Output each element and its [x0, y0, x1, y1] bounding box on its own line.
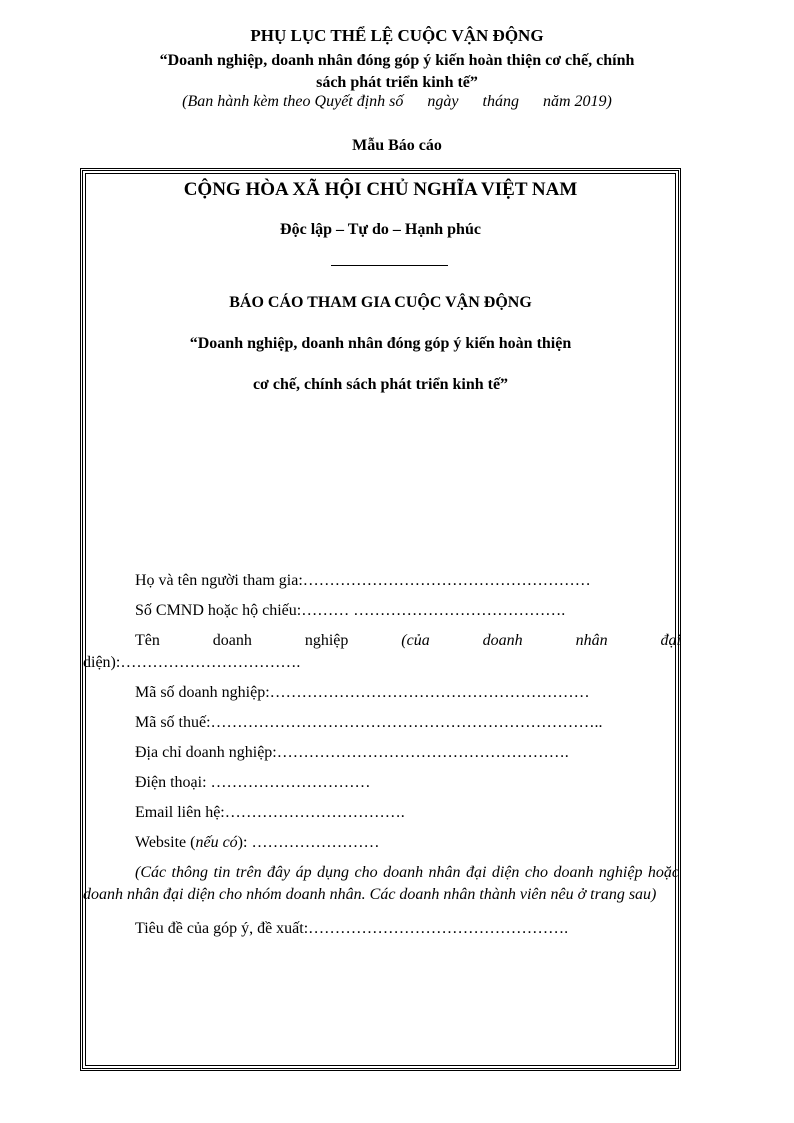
company-word: (của: [401, 632, 430, 649]
website-field[interactable]: [135, 828, 681, 858]
nation-heading: CỘNG HÒA XÃ HỘI CHỦ NGHĨA VIỆT NAM: [183, 179, 578, 200]
campaign-subtitle: “Doanh nghiệp, doanh nhân đóng góp ý kiến hoàn thiện cơ chế, chính sách phát triển kinh tế”: [159, 52, 635, 91]
website-optional: nếu có: [195, 834, 238, 851]
company-name-field[interactable]: [135, 630, 681, 652]
website-dots: ): ……………………: [237, 834, 380, 851]
template-label: Mẫu Báo cáo: [352, 137, 442, 154]
motto: Độc lập – Tự do – Hạnh phúc: [280, 221, 481, 238]
decree-year: năm 2019): [542, 93, 612, 110]
company-word: doanh: [482, 632, 523, 649]
report-title: BÁO CÁO THAM GIA CUỘC VẬN ĐỘNG: [229, 294, 532, 311]
decree-line: [0, 93, 794, 111]
report-subtitle-line1: “Doanh nghiệp, doanh nhân đóng góp ý kiến hoàn thiện: [189, 335, 572, 352]
company-word: Tên: [135, 632, 160, 649]
decree-prefix: (Ban hành kèm theo Quyết định số: [182, 93, 404, 110]
company-word: doanh: [212, 632, 252, 649]
company-word: nghiệp: [304, 632, 349, 649]
divider-line: [331, 265, 448, 266]
tax-code-field[interactable]: Mã số thuế:………………………………………………………………..: [135, 714, 603, 731]
company-word: nhân: [575, 632, 608, 649]
phone-field[interactable]: Điện thoại: …………………………: [135, 774, 371, 791]
id-number-field[interactable]: Số CMND hoặc hộ chiếu:……… ………………………………….: [135, 602, 566, 619]
info-note-text: (Các thông tin trên đây áp dụng cho doanh nhân đại diện cho doanh nghiệp hoặc doanh nhân đại diện cho nhóm doanh nhân. Các doanh nhân thành viên nêu ở trang sau): [83, 864, 679, 903]
info-note: [83, 862, 679, 906]
email-field[interactable]: Email liên hệ:…………………………….: [135, 804, 405, 821]
decree-month: tháng: [482, 93, 519, 110]
company-address-field[interactable]: Địa chỉ doanh nghiệp:……………………………………………….: [135, 744, 569, 761]
proposal-title-field[interactable]: Tiêu đề của góp ý, đề xuất:………………………………………….: [135, 920, 569, 937]
company-word: đại: [660, 632, 681, 649]
appendix-title: PHỤ LỤC THỂ LỆ CUỘC VẬN ĐỘNG: [250, 26, 544, 45]
company-name-continuation[interactable]: diện):…………………………….: [83, 654, 301, 671]
website-label: Website (: [135, 834, 196, 851]
participant-name-field[interactable]: Họ và tên người tham gia:………………………………………………: [135, 572, 591, 589]
decree-day: ngày: [427, 93, 459, 110]
business-code-field[interactable]: Mã số doanh nghiệp:……………………………………………………: [135, 684, 590, 701]
form-fields: [83, 566, 681, 944]
report-form-frame: [80, 168, 681, 1071]
report-subtitle-line2: cơ chế, chính sách phát triển kinh tế”: [252, 376, 509, 393]
